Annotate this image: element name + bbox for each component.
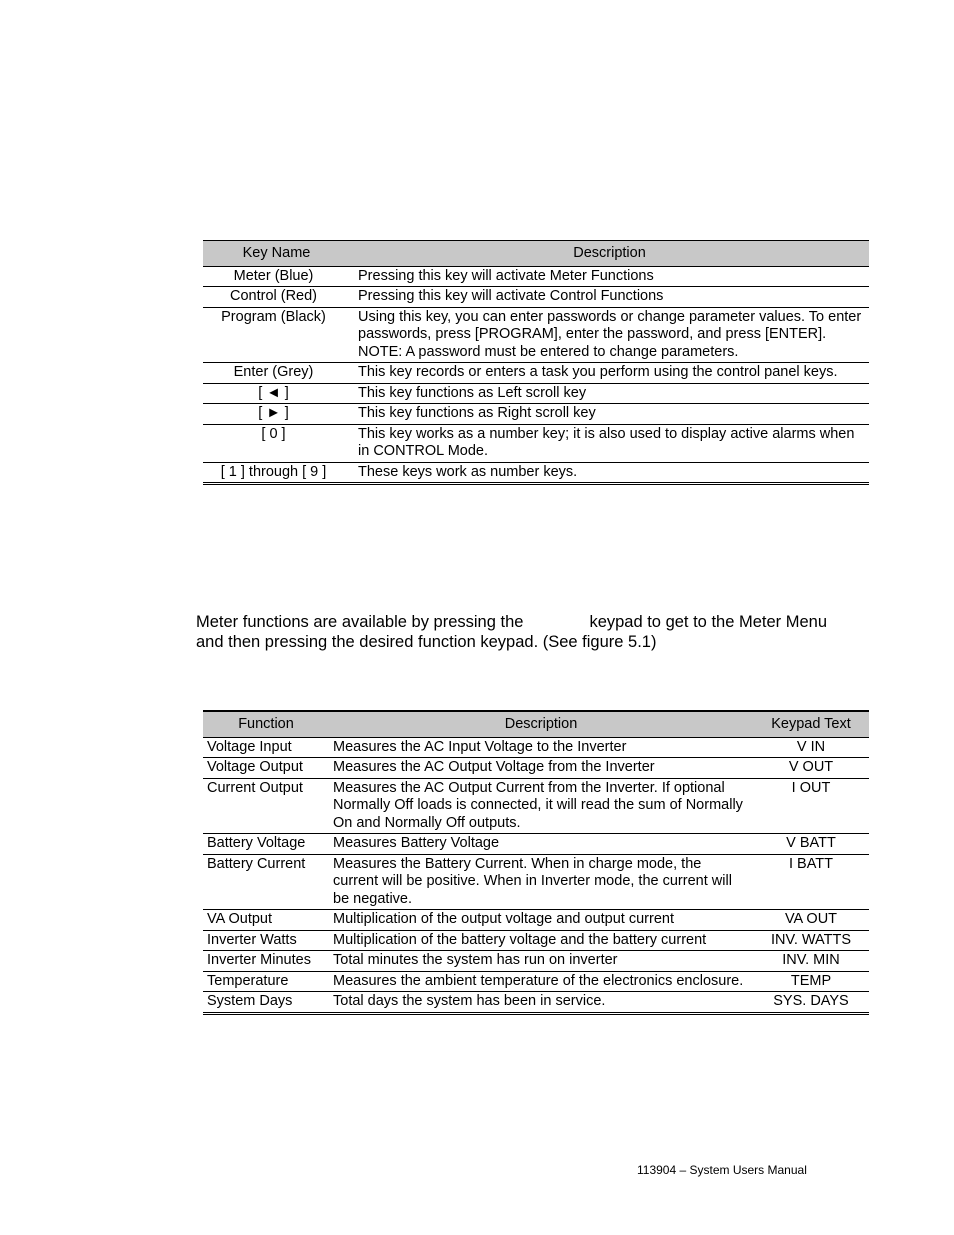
description-cell: These keys work as number keys. [350,462,869,484]
description-cell: Measures Battery Voltage [329,834,753,855]
table-row [203,287,869,308]
meter-intro-paragraph [196,612,836,652]
description-cell: Multiplication of the output voltage and output current [329,910,753,931]
key-name-cell: [ 1 ] through [ 9 ] [203,462,350,484]
table-row [203,462,869,484]
table-row [203,854,869,910]
description-cell: Measures the AC Input Voltage to the Inverter [329,737,753,758]
function-cell: Battery Voltage [203,834,329,855]
table-row [203,910,869,931]
description-cell: This key records or enters a task you perform using the control panel keys. [350,363,869,384]
function-cell: Voltage Input [203,737,329,758]
keypad-text-cell: INV. MIN [753,951,869,972]
function-cell: Temperature [203,971,329,992]
function-cell: VA Output [203,910,329,931]
table-row [203,778,869,834]
keypad-text-cell: I BATT [753,854,869,910]
key-name-cell: [ 0 ] [203,424,350,462]
key-name-cell: Meter (Blue) [203,266,350,287]
function-cell: Inverter Minutes [203,951,329,972]
table-row [203,992,869,1014]
keypad-text-cell: INV. WATTS [753,930,869,951]
function-cell: Current Output [203,778,329,834]
description-cell: Total days the system has been in service. [329,992,753,1014]
table-row [203,930,869,951]
key-name-cell: Program (Black) [203,307,350,363]
keypad-text-cell: V OUT [753,758,869,779]
keypad-text-header: Keypad Text [753,711,869,737]
intro-text-end: keypad to get to the Meter Menu and then pressing the desired function keypad. (See figure 5.1) [196,613,827,651]
key-name-cell: [ ◄ ] [203,383,350,404]
key-name-cell: [ ► ] [203,404,350,425]
description-cell: Total minutes the system has run on inverter [329,951,753,972]
table-row [203,758,869,779]
keypad-text-cell: SYS. DAYS [753,992,869,1014]
table-row [203,424,869,462]
description-cell: Measures the AC Output Current from the Inverter. If optional Normally Off loads is connected, it will read the sum of Normally On and Normally Off outputs. [329,778,753,834]
function-cell: System Days [203,992,329,1014]
keypad-text-cell: I OUT [753,778,869,834]
meter-function-table [203,710,869,1015]
description-cell: Using this key, you can enter passwords or change parameter values. To enter passwords, press [PROGRAM], enter the password, and press [ENTER]. NOTE: A password must be entered to change parameters. [350,307,869,363]
keypad-text-cell: V BATT [753,834,869,855]
table-row [203,951,869,972]
table-row [203,266,869,287]
table-row [203,834,869,855]
key-table [203,240,869,485]
key-name-header: Key Name [203,241,350,267]
description-cell: Measures the Battery Current. When in charge mode, the current will be positive. When in Inverter mode, the current will be negative. [329,854,753,910]
function-header: Function [203,711,329,737]
table-row [203,737,869,758]
meter-table-header [203,711,869,737]
description-header: Description [329,711,753,737]
key-name-cell: Enter (Grey) [203,363,350,384]
page-footer: 113904 – System Users Manual [637,1163,807,1177]
function-cell: Voltage Output [203,758,329,779]
key-table-header [203,241,869,267]
description-cell: Pressing this key will activate Meter Functions [350,266,869,287]
description-header: Description [350,241,869,267]
description-cell: This key functions as Right scroll key [350,404,869,425]
function-cell: Inverter Watts [203,930,329,951]
description-cell: Pressing this key will activate Control Functions [350,287,869,308]
table-row [203,971,869,992]
table-row [203,307,869,363]
table-row [203,363,869,384]
description-cell: This key works as a number key; it is also used to display active alarms when in CONTROL Mode. [350,424,869,462]
description-cell: Measures the ambient temperature of the electronics enclosure. [329,971,753,992]
table-row [203,383,869,404]
function-cell: Battery Current [203,854,329,910]
table-row [203,404,869,425]
description-cell: This key functions as Left scroll key [350,383,869,404]
keypad-text-cell: VA OUT [753,910,869,931]
intro-text-start: Meter functions are available by pressing the [196,613,524,631]
keypad-text-cell: TEMP [753,971,869,992]
description-cell: Measures the AC Output Voltage from the Inverter [329,758,753,779]
description-cell: Multiplication of the battery voltage and the battery current [329,930,753,951]
keypad-text-cell: V IN [753,737,869,758]
key-name-cell: Control (Red) [203,287,350,308]
